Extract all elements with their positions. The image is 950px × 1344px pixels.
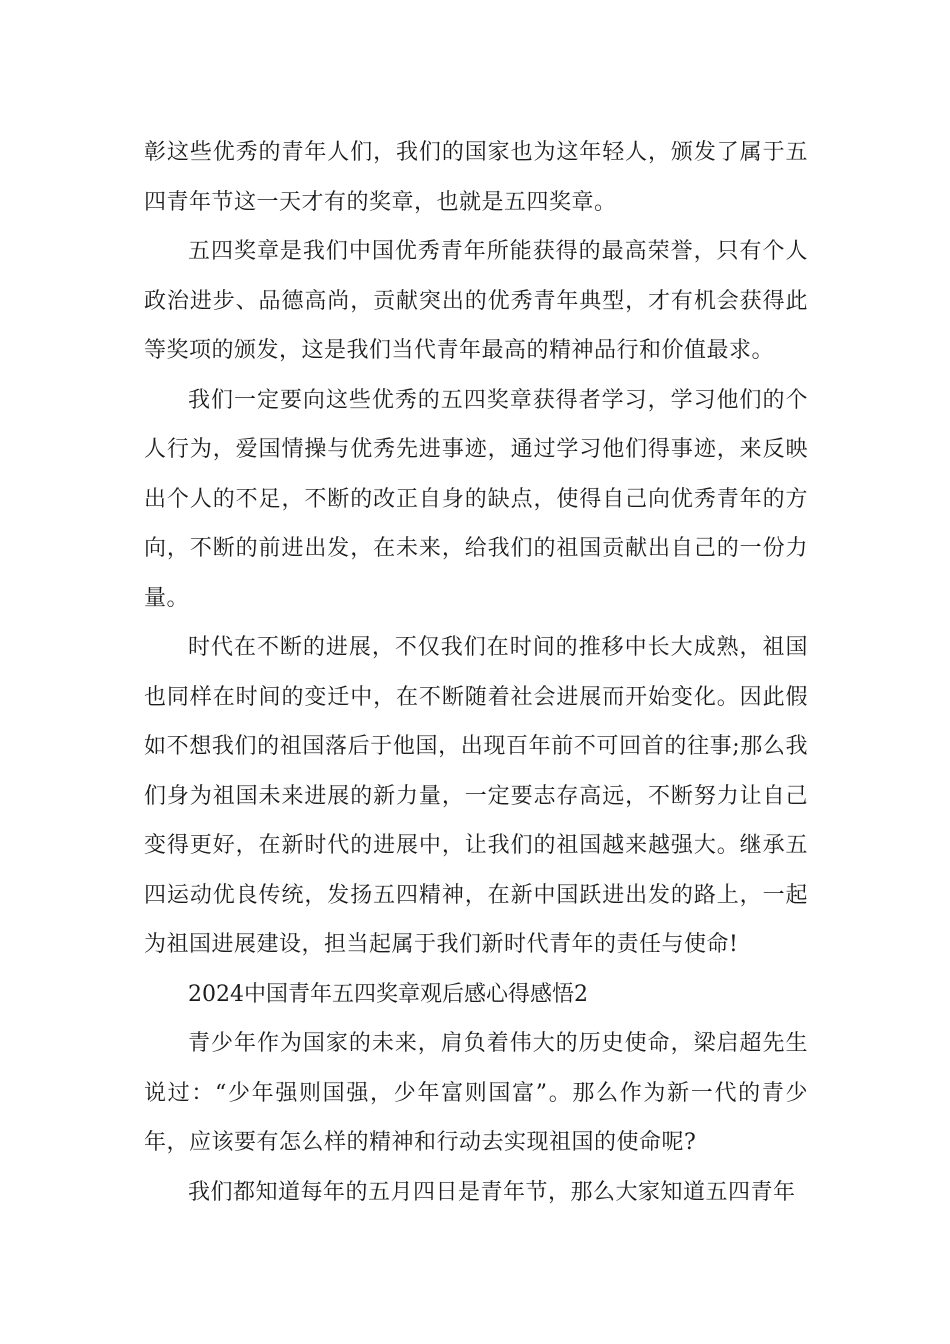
document-body	[144, 128, 808, 1217]
paragraph-youth-day: 我们都知道每年的五月四日是青年节，那么大家知道五四青年	[188, 1179, 796, 1205]
section-heading: 2024中国青年五四奖章观后感心得感悟2	[188, 981, 588, 1007]
paragraph-learn-from-winners: 我们一定要向这些优秀的五四奖章获得者学习，学习他们的个人行为，爱国情操与优秀先进事迹，通过学习他们得事迹，来反映出个人的不足，不断的改正自身的缺点，使得自己向优秀青年的方向，不断的前进出发，在未来，给我们的祖国贡献出自己的一份力量。	[144, 387, 808, 611]
paragraph-continuation: 彰这些优秀的青年人们，我们的国家也为这年轻人，颁发了属于五四青年节这一天才有的奖章，也就是五四奖章。	[144, 140, 808, 215]
paragraph-wusi-medal-honor: 五四奖章是我们中国优秀青年所能获得的最高荣誉，只有个人政治进步、品德高尚，贡献突出的优秀青年典型，才有机会获得此等奖项的颁发，这是我们当代青年最高的精神品行和价值最求。	[144, 239, 808, 363]
paragraph-era-progress: 时代在不断的进展，不仅我们在时间的推移中长大成熟，祖国也同样在时间的变迁中，在不断随着社会进展而开始变化。因此假如不想我们的祖国落后于他国，出现百年前不可回首的往事;那么我们身为祖国未来进展的新力量，一定要志存高远，不断努力让自己变得更好，在新时代的进展中，让我们的祖国越来越强大。继承五四运动优良传统，发扬五四精神，在新中国跃进出发的路上，一起为祖国进展建设，担当起属于我们新时代青年的责任与使命!	[144, 635, 808, 957]
paragraph-youth-future: 青少年作为国家的未来，肩负着伟大的历史使命，梁启超先生说过：“少年强则国强，少年富则国富”。那么作为新一代的青少年，应该要有怎么样的精神和行动去实现祖国的使命呢?	[144, 1031, 808, 1155]
